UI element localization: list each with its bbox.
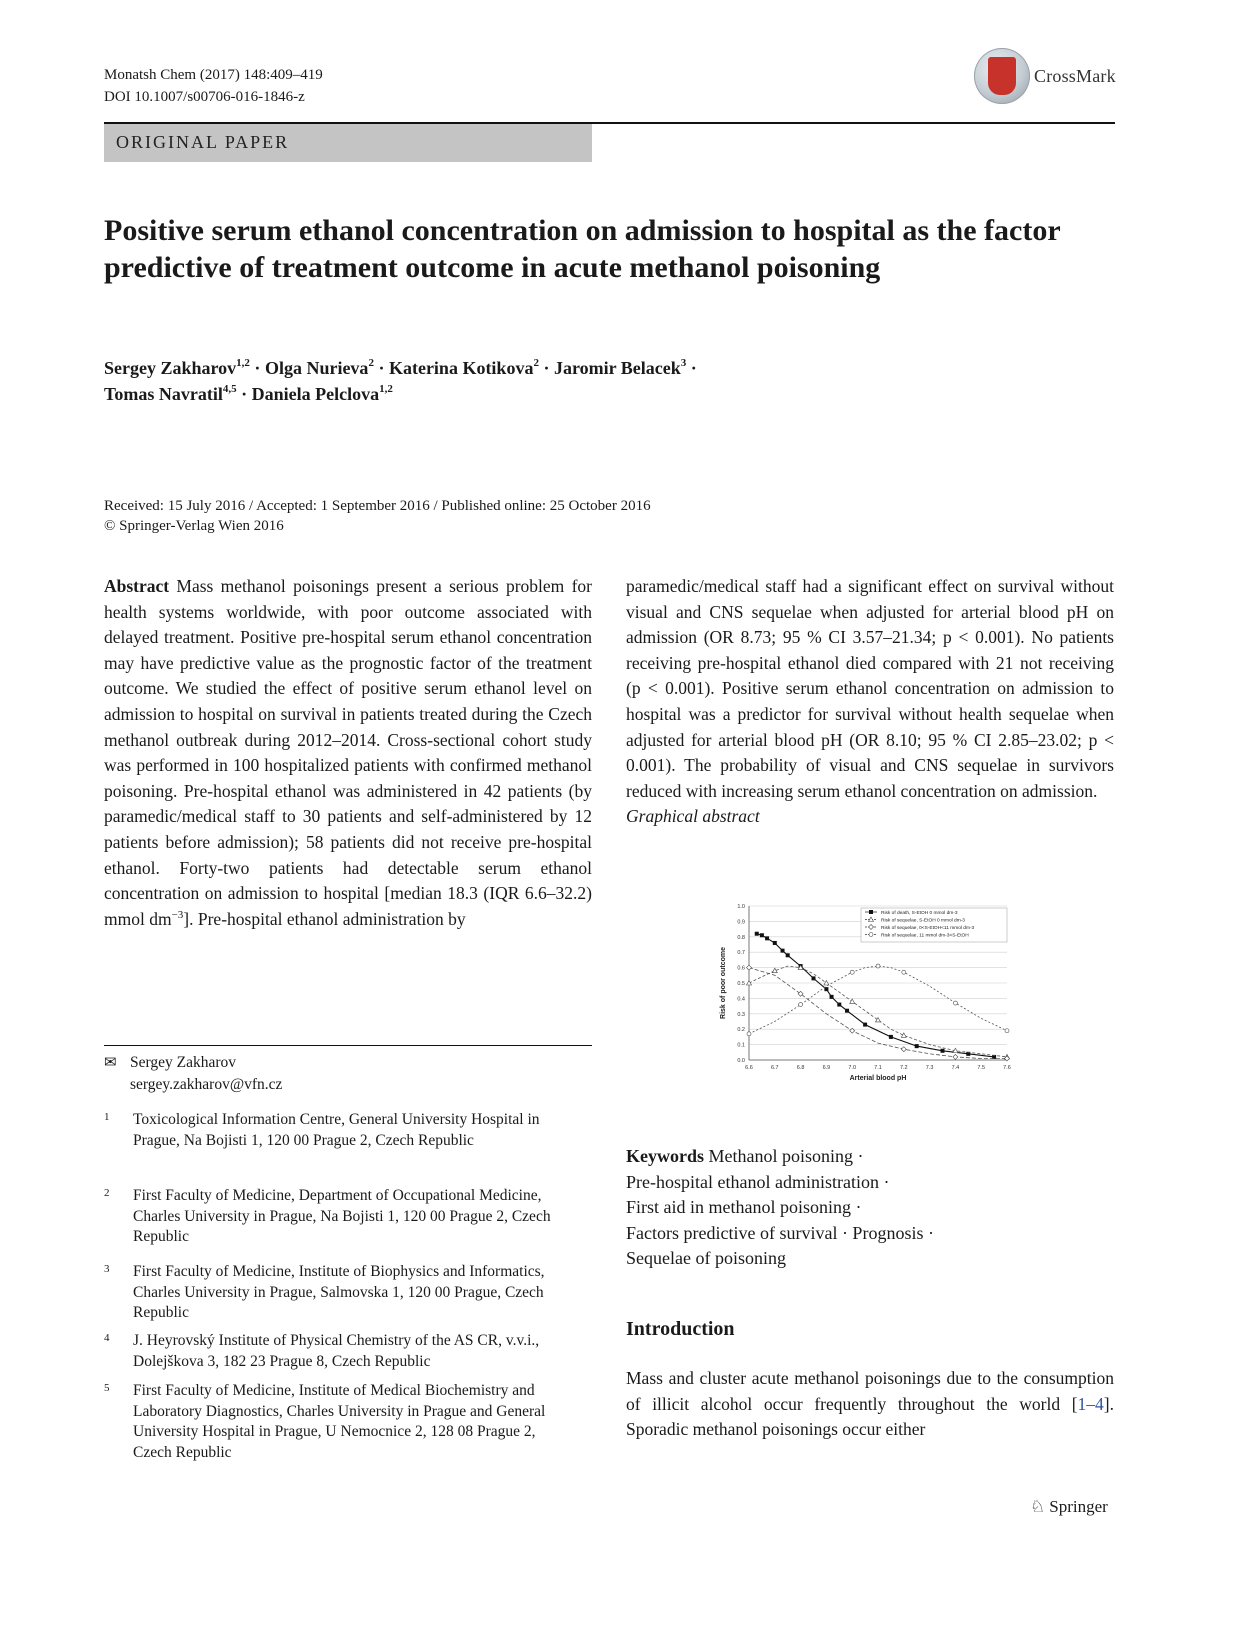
author-name[interactable]: Daniela Pelclova xyxy=(251,384,380,404)
dates-line: Received: 15 July 2016 / Accepted: 1 September 2016 / Published online: 25 October 2016 xyxy=(104,498,651,514)
abstract-text: Mass methanol poisonings present a serious problem for health systems worldwide, with poor outcome associated with delayed treatment. Positive pre-hospital serum ethanol concentration may have predictive value as the prognostic factor of the treatment outcome. We studied the effect of positive serum ethanol level on admission to hospital on survival in patients treated during the Czech methanol outbreak during 2012–2014. Cross-sectional cohort study was performed in 100 hospitalized patients with confirmed methanol poisoning. Pre-hospital ethanol was administered in 42 patients (by paramedic/medical staff to 30 patients and self-administered by 12 patients before admission); 58 patients did not receive pre-hospital ethanol. Forty-two patients had detectable serum ethanol concentration on admission to hospital [median 18.3 (IQR 6.6–32.2) mmol dm xyxy=(104,576,592,929)
graphical-abstract-chart xyxy=(715,900,1015,1086)
data-point xyxy=(755,932,759,936)
copyright-line: © Springer-Verlag Wien 2016 xyxy=(104,518,284,534)
graphical-abstract-label: Graphical abstract xyxy=(626,806,760,827)
keywords-block xyxy=(626,1144,1114,1272)
x-tick-label: 7.5 xyxy=(977,1065,986,1071)
y-tick-label: 0.5 xyxy=(737,981,745,987)
affiliation-text: First Faculty of Medicine, Institute of Biophysics and Informatics, Charles University in Prague, Salmovska 1, 120 00 Prague, Czech Republic xyxy=(133,1263,545,1321)
article-title: Positive serum ethanol concentration on admission to hospital as the factor predictive of treatment outcome in acute methanol poisoning xyxy=(104,214,1061,284)
y-tick-label: 0.6 xyxy=(737,965,745,972)
author-affiliation: 4,5 xyxy=(222,383,237,395)
correspondence-block xyxy=(104,1052,592,1095)
y-tick-label: 0.1 xyxy=(737,1042,745,1049)
legend-entry: Risk of sequelae, S-EtOH 0 mmol dm-3 xyxy=(881,918,965,924)
data-point xyxy=(850,970,854,974)
data-point xyxy=(869,910,873,914)
data-point xyxy=(876,1017,881,1022)
abstract-paragraph xyxy=(104,574,592,932)
crossmark-icon xyxy=(974,48,1030,104)
data-point xyxy=(781,949,785,953)
abstract-right-column xyxy=(626,574,1114,830)
data-point xyxy=(786,953,790,957)
affiliation-text: J. Heyrovský Institute of Physical Chemistry of the AS CR, v.v.i., Dolejškova 3, 182 23 Prague 8, Czech Republic xyxy=(133,1332,540,1370)
legend-entry: Risk of sequelae, 0<S-EtOH<11 mmol dm-3 xyxy=(881,926,975,931)
crossmark-label: CrossMark xyxy=(1034,66,1116,86)
abstract-text-tail: ]. Pre-hospital ethanol administration by xyxy=(183,908,466,929)
keyword-line: Methanol poisoning · xyxy=(708,1146,864,1166)
affiliation-text: First Faculty of Medicine, Department of Occupational Medicine, Charles University in Prague, Na Bojisti 1, 120 00 Prague 2, Czech Republic xyxy=(133,1187,551,1245)
data-point xyxy=(837,1003,841,1007)
author-name[interactable]: Jaromir Belacek xyxy=(553,358,681,378)
legend-entry: Risk of death, S-EtOH 0 mmol dm-3 xyxy=(881,911,958,916)
y-tick-label: 0.4 xyxy=(737,996,745,1003)
chart-svg xyxy=(715,900,1015,1086)
corresponding-author-email[interactable]: sergey.zakharov@vfn.cz xyxy=(130,1076,283,1093)
abstract-left-column xyxy=(104,574,592,932)
series-1 xyxy=(755,932,996,1059)
y-axis-label: Risk of poor outcome xyxy=(720,947,727,1019)
data-point xyxy=(799,1003,803,1007)
y-tick-label: 1.0 xyxy=(737,904,745,910)
affiliation-text: Toxicological Information Centre, General University Hospital in Prague, Na Bojisti 1, 120 00 Prague 2, Czech Republic xyxy=(133,1111,540,1149)
x-tick-label: 7.1 xyxy=(874,1065,882,1071)
crossmark-badge[interactable] xyxy=(974,48,1114,106)
data-point xyxy=(830,995,834,999)
author-separator: · xyxy=(686,358,697,378)
author-separator: · xyxy=(373,358,389,378)
publication-dates xyxy=(104,496,904,536)
data-point xyxy=(901,1047,906,1052)
x-tick-label: 6.7 xyxy=(770,1065,779,1071)
affiliation-number: 5 xyxy=(104,1382,110,1394)
y-tick-label: 0.8 xyxy=(737,934,745,941)
author-affiliation: 2 xyxy=(368,357,374,369)
envelope-icon: ✉ xyxy=(104,1055,117,1071)
y-tick-label: 0.0 xyxy=(737,1058,745,1064)
data-point xyxy=(773,941,777,945)
author-affiliation: 1,2 xyxy=(236,357,250,369)
data-point xyxy=(765,936,769,940)
affiliation-number: 2 xyxy=(104,1187,110,1199)
data-point xyxy=(1005,1029,1009,1033)
abstract-continuation: paramedic/medical staff had a significant effect on survival without visual and CNS sequelae when adjusted for arterial blood pH on admission (OR 8.73; 95 % CI 3.57–21.34; p < 0.001). No patients receiving pre-hospital ethanol died compared with 21 not receiving (p < 0.001). Positive serum ethanol concentration on admission to hospital was a predictor for survival without health sequelae when adjusted for arterial blood pH (OR 8.10; 95 % CI 2.85–23.02; p < 0.001). The probability of visual and CNS sequelae in survivors reduced with increasing serum ethanol concentration on admission. xyxy=(626,576,1114,801)
x-tick-label: 7.2 xyxy=(899,1065,908,1071)
y-tick-label: 0.9 xyxy=(737,919,745,926)
journal-line: Monatsh Chem (2017) 148:409–419 xyxy=(104,67,323,83)
author-name[interactable]: Sergey Zakharov xyxy=(104,358,237,378)
data-point xyxy=(863,1023,867,1027)
data-point xyxy=(941,1049,945,1053)
author-separator: · xyxy=(538,358,554,378)
corresponding-author-name: Sergey Zakharov xyxy=(130,1054,237,1071)
author-affiliation: 3 xyxy=(680,357,687,369)
affiliation-number: 3 xyxy=(104,1263,110,1275)
keyword-line: First aid in methanol poisoning · xyxy=(626,1197,862,1218)
unit-exponent: −3 xyxy=(171,908,184,921)
chart-series xyxy=(747,932,1010,1061)
author-list xyxy=(104,355,1004,407)
section-banner xyxy=(104,124,592,162)
y-tick-label: 0.2 xyxy=(737,1027,745,1034)
introduction-body xyxy=(626,1366,1114,1443)
doi-line: DOI 10.1007/s00706-016-1846-z xyxy=(104,89,305,105)
chart-legend xyxy=(861,908,1007,942)
data-point xyxy=(869,933,873,937)
series-3 xyxy=(747,965,1010,1061)
affiliation-number: 4 xyxy=(104,1332,110,1344)
author-affiliation: 1,2 xyxy=(379,383,393,395)
keyword-line: Factors predictive of survival · Prognosis · xyxy=(626,1222,934,1243)
journal-citation xyxy=(104,64,323,108)
keyword-line: Sequelae of poisoning xyxy=(626,1248,786,1269)
citation-link[interactable]: 1–4 xyxy=(1077,1393,1104,1414)
x-tick-label: 6.8 xyxy=(796,1065,805,1071)
author-affiliation: 2 xyxy=(533,357,539,369)
series-line xyxy=(749,966,1007,1034)
intro-text-tail: ]. Sporadic methanol poisonings occur either xyxy=(626,1393,1114,1440)
x-tick-label: 7.4 xyxy=(951,1065,960,1071)
springer-horse-icon: ♘ xyxy=(1030,1497,1046,1516)
publisher-label: Springer xyxy=(1049,1497,1108,1516)
data-point xyxy=(760,933,764,937)
intro-text: Mass and cluster acute methanol poisonings due to the consumption of illicit alcohol occur frequently throughout the world [ xyxy=(626,1368,1114,1414)
x-axis-label: Arterial blood pH xyxy=(849,1075,907,1082)
springer-logo xyxy=(1030,1497,1108,1517)
x-tick-label: 7.3 xyxy=(925,1065,934,1071)
data-point xyxy=(915,1044,919,1048)
affiliation-number: 1 xyxy=(104,1111,110,1123)
keywords-heading: Keywords xyxy=(626,1146,704,1166)
y-tick-label: 0.7 xyxy=(737,950,745,957)
data-point xyxy=(747,1032,751,1036)
data-point xyxy=(953,1054,958,1059)
author-name[interactable]: Tomas Navratil xyxy=(104,384,223,404)
data-point xyxy=(876,964,880,968)
x-tick-label: 7.0 xyxy=(848,1065,857,1071)
data-point xyxy=(824,987,828,991)
data-point xyxy=(901,1033,906,1038)
author-separator: · xyxy=(249,358,265,378)
series-4 xyxy=(747,964,1009,1036)
author-separator: · xyxy=(236,384,252,404)
abstract-heading: Abstract xyxy=(104,576,170,596)
legend-entry: Risk of sequelae, 11 mmol dm-3<S-EtOH xyxy=(881,933,969,939)
data-point xyxy=(812,976,816,980)
section-label: ORIGINAL PAPER xyxy=(116,132,290,152)
data-point xyxy=(889,1035,893,1039)
x-tick-label: 6.9 xyxy=(822,1065,831,1071)
keyword-line: Pre-hospital ethanol administration · xyxy=(626,1171,890,1192)
data-point xyxy=(902,970,906,974)
footnote-rule xyxy=(104,1045,592,1046)
data-point xyxy=(747,965,752,970)
x-tick-label: 7.6 xyxy=(1003,1065,1011,1071)
data-point xyxy=(850,999,855,1004)
introduction-paragraph xyxy=(626,1366,1114,1443)
author-name[interactable]: Katerina Kotikova xyxy=(388,358,534,378)
affiliation-text: First Faculty of Medicine, Institute of Medical Biochemistry and Laboratory Diagnostics, Charles University in Prague and General University Hospital in Prague, U Nemocnice 2, 128 08 Prague 2, Czech Republic xyxy=(133,1382,546,1461)
author-name[interactable]: Olga Nurieva xyxy=(264,358,369,378)
data-point xyxy=(953,1001,957,1005)
data-point xyxy=(845,1009,849,1013)
x-tick-label: 6.6 xyxy=(745,1065,753,1071)
y-tick-label: 0.3 xyxy=(737,1011,745,1018)
introduction-heading: Introduction xyxy=(626,1318,735,1340)
